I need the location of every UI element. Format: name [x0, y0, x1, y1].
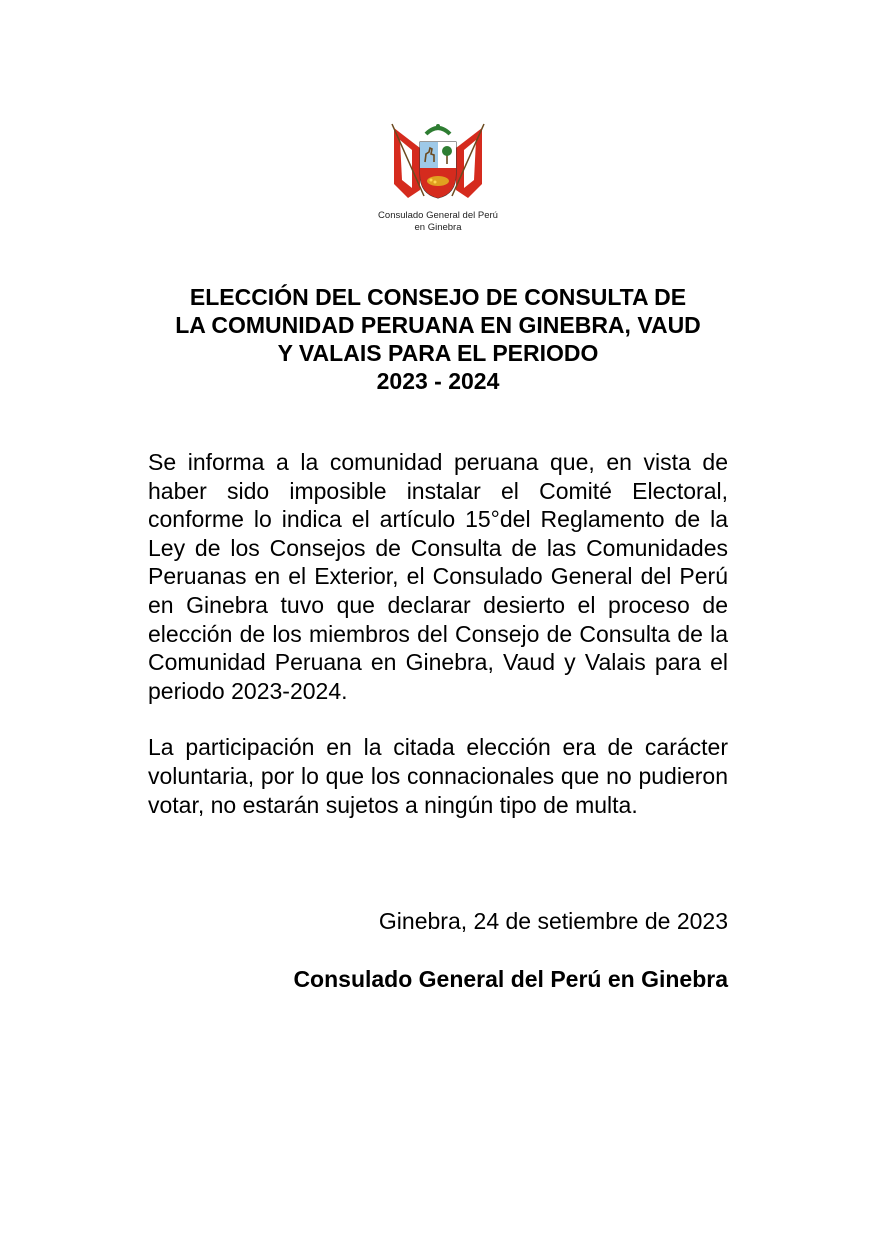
document-body — [148, 448, 728, 819]
emblem-caption-line: en Ginebra — [414, 222, 462, 233]
document-signature: Consulado General del Perú en Ginebra — [293, 966, 728, 992]
body-paragraph: La participación en la citada elección era de carácter voluntaria, por lo que los connacionales que no pudieron votar, no estarán sujetos a ningún tipo de multa. — [148, 734, 728, 818]
title-line: LA COMUNIDAD PERUANA EN GINEBRA, VAUD — [175, 312, 701, 338]
emblem-caption — [372, 210, 504, 234]
consulate-emblem — [372, 118, 504, 236]
title-line: 2023 - 2024 — [376, 368, 500, 394]
document-title — [130, 283, 746, 395]
document-date: Ginebra, 24 de setiembre de 2023 — [378, 908, 728, 934]
body-paragraph: Se informa a la comunidad peruana que, en vista de haber sido imposible instalar el Comité Electoral, conforme lo indica el artículo 15°del Reglamento de la Ley de los Consejos de Consulta de las Comunidades Peruanas en el Exterior, el Consulado General del Perú en Ginebra tuvo que declarar desierto el proceso de elección de los miembros del Consejo de Consulta de la Comunidad Peruana en Ginebra, Vaud y Valais para el periodo 2023-2024. — [148, 449, 728, 704]
title-line: Y VALAIS PARA EL PERIODO — [277, 340, 599, 366]
title-line: ELECCIÓN DEL CONSEJO DE CONSULTA DE — [189, 284, 687, 310]
peru-coat-of-arms-icon — [386, 118, 490, 210]
emblem-caption-line: Consulado General del Perú — [378, 210, 498, 221]
